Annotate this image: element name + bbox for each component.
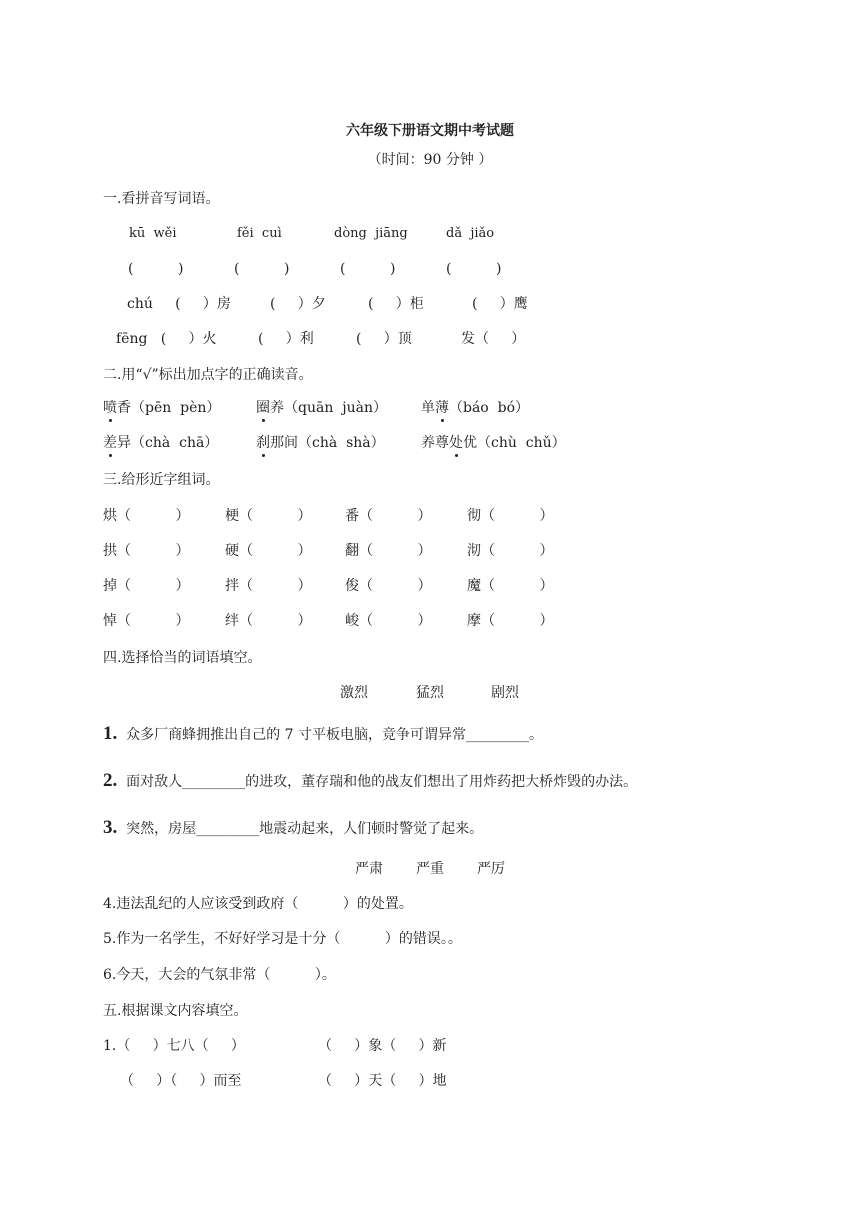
pinyin-item: kū wěi <box>129 226 177 241</box>
dotted-char: 圈 <box>256 400 270 416</box>
pinyin-item: dǎ jiǎo <box>446 226 495 241</box>
word-cell: 悼（ ） <box>103 613 190 629</box>
section4-heading: 四.选择恰当的词语填空。 <box>103 650 262 666</box>
section3-heading: 三.给形近字组词。 <box>103 472 220 488</box>
word-cell: 烘（ ） <box>103 508 190 524</box>
fill-item: chú ( ）房 <box>127 296 231 312</box>
section1-heading: 一.看拼音写词语。 <box>103 191 220 207</box>
pinyin-item: dòng jiāng <box>334 226 408 241</box>
word-choice: 严厉 <box>477 861 505 877</box>
idiom-fill: （ ）象（ ）新 <box>318 1038 447 1054</box>
question-2 <box>103 772 637 791</box>
fill-item: fēng ( ）火 <box>116 331 217 347</box>
dotted-char: 薄 <box>435 400 449 416</box>
pronunciation-options: （báo bó） <box>449 400 530 416</box>
exam-duration: （时间：90 分钟 ） <box>367 152 493 168</box>
idiom-fill: 1.（ ）七八（ ） <box>103 1038 245 1054</box>
dotted-char: 处 <box>449 435 463 451</box>
pronunciation-options: 异（chà chā） <box>117 435 219 451</box>
pronunciation-options: 养（quān juàn） <box>270 400 387 416</box>
word-cell: 硬（ ） <box>225 543 312 559</box>
answer-blank: ( ) <box>128 261 184 277</box>
question-text: 众多厂商蜂拥推出自己的 7 寸平板电脑，竞争可谓异常_________。 <box>126 727 543 743</box>
answer-blank: ( ) <box>446 261 502 277</box>
question-number: 2. <box>103 770 118 791</box>
word-cell: 番（ ） <box>345 508 432 524</box>
section2-heading: 二.用“√”标出加点字的正确读音。 <box>103 367 313 383</box>
page-title: 六年级下册语文期中考试题 <box>346 123 514 139</box>
word-cell: 梗（ ） <box>225 508 312 524</box>
question-text: 突然，房屋_________地震动起来，人们顿时警觉了起来。 <box>126 821 484 837</box>
fill-item: ( ）鹰 <box>472 296 528 312</box>
pinyin-item: fěi cuì <box>237 226 282 241</box>
word-cell: 俊（ ） <box>345 578 432 594</box>
dotted-char: 差 <box>103 435 117 451</box>
idiom-fill: （ ）（ ）而至 <box>120 1073 242 1089</box>
pronunciation-item <box>103 399 220 417</box>
word-choice: 激烈 <box>340 685 368 701</box>
word-cell: 摩（ ） <box>467 613 554 629</box>
dotted-char: 喷 <box>103 400 117 416</box>
word-choice: 猛烈 <box>416 685 444 701</box>
word-cell: 掉（ ） <box>103 578 190 594</box>
pronunciation-item <box>421 399 529 417</box>
dotted-char: 刹 <box>256 435 270 451</box>
pronunciation-item <box>256 434 385 452</box>
word-cell: 拌（ ） <box>225 578 312 594</box>
plain-char: 单 <box>421 400 435 416</box>
section5-heading: 五.根据课文内容填空。 <box>103 1003 248 1019</box>
question-number: 1. <box>103 723 118 744</box>
fill-item: ( ）利 <box>258 331 314 347</box>
word-cell: 彻（ ） <box>467 508 554 524</box>
word-choice: 严重 <box>416 861 444 877</box>
pronunciation-item <box>103 434 218 452</box>
word-choice: 严肃 <box>355 861 383 877</box>
pronunciation-options: 优（chù chǔ） <box>463 435 566 451</box>
fill-item: ( ）顶 <box>356 331 412 347</box>
word-cell: 翻（ ） <box>345 543 432 559</box>
answer-blank: ( ) <box>340 261 396 277</box>
question-text: 面对敌人_________的进攻，董存瑞和他的战友们想出了用炸药把大桥炸毁的办法。 <box>126 774 638 790</box>
answer-blank: ( ) <box>234 261 290 277</box>
word-cell: 沏（ ） <box>467 543 554 559</box>
word-cell: 拱（ ） <box>103 543 190 559</box>
pronunciation-item <box>421 434 566 452</box>
fill-item: 发（ ） <box>461 331 526 347</box>
question-5: 5.作为一名学生，不好好学习是十分（ ）的错误。。 <box>103 931 462 947</box>
word-cell: 绊（ ） <box>225 613 312 629</box>
pronunciation-options: 香（pēn pèn） <box>117 400 221 416</box>
word-choice: 剧烈 <box>491 685 519 701</box>
pronunciation-item <box>256 399 387 417</box>
question-6: 6.今天，大会的气氛非常（ ）。 <box>103 967 336 983</box>
question-4: 4.违法乱纪的人应该受到政府（ ）的处置。 <box>103 896 413 912</box>
question-3 <box>103 819 483 838</box>
question-1 <box>103 725 543 744</box>
pronunciation-options: 那间（chà shà） <box>270 435 385 451</box>
plain-char: 养尊 <box>421 435 449 451</box>
question-number: 3. <box>103 817 118 838</box>
fill-item: ( ）夕 <box>270 296 326 312</box>
fill-item: ( ）柜 <box>368 296 424 312</box>
word-cell: 魔（ ） <box>467 578 554 594</box>
word-cell: 峻（ ） <box>345 613 432 629</box>
idiom-fill: （ ）天（ ）地 <box>318 1073 447 1089</box>
